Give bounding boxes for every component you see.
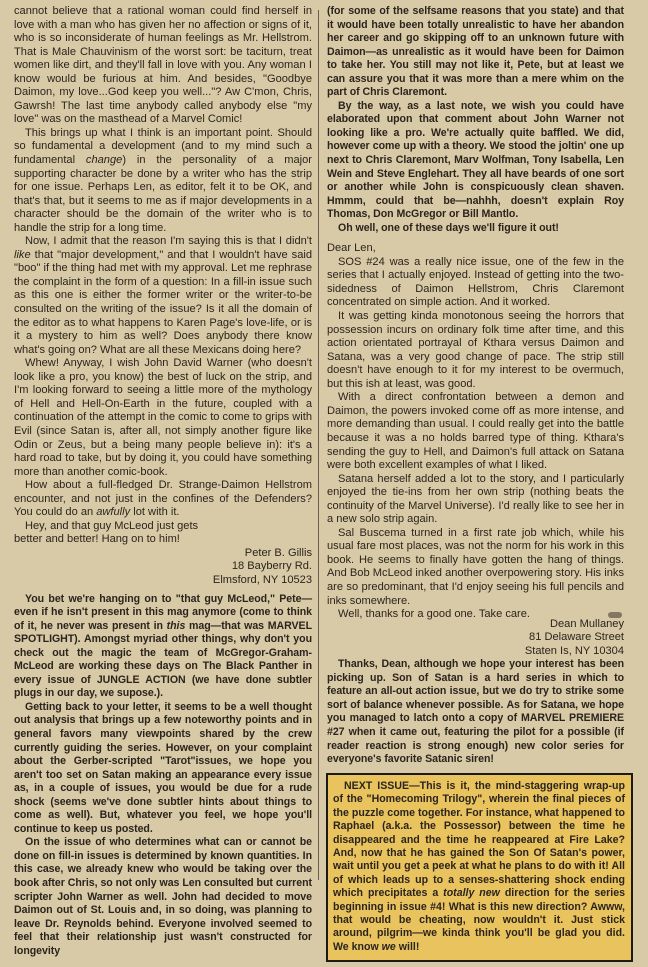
next-issue-box (326, 773, 633, 962)
reply-paragraph: By the way, as a last note, we wish you could have elaborated upon that comment about John Warner not looking like a pro. We're actually quite baffled. We did, however come up with a theory. We stood the joltin' one up next to Chris Claremont, Marv Wolfman, Tony Isabella, Len Wein and Steve Englehart. They all have beards of one sort or another while John is conspicuously clean shaven. Hmmm, could that be—nahhh, doesn't explain Roy Thomas, Don McGregor or Bill Mantlo. (327, 99, 624, 221)
signature-city: Elmsford, NY 10523 (212, 573, 312, 586)
text: direction for the series beginning in issue #4! What is this new direction? Awww, that would be cheating, now wouldn't it. Just stick around, pilgrim—we kinda think you'll be glad you did. We know (333, 887, 625, 953)
letter2-paragraph: With a direct confrontation between a demon and Daimon, the powers invoked come off as more intense, and more demanding than usual. I could really get into the battle because it was a no holds barred type of thing. Kthara's sending the guy to Hell, and Daimon's full attack on Satana were both excellent examples of what I liked. (327, 391, 624, 472)
signature-city: Staten Is, NY 10304 (524, 644, 624, 657)
column-divider (318, 10, 319, 880)
salutation: Dear Len, (327, 242, 376, 255)
ink-smudge (608, 612, 622, 618)
italic-text: like (14, 248, 31, 261)
letter1-paragraph: cannot believe that a rational woman could find herself in love with a man who has given her no affection or signs of it, who is so inconsiderate of human feelings as Mr. Hellstrom. That is Male Chauvinism of the worst sort: be taciturn, treat women like dirt, and they'll fall in love with you. Any woman I know would be furious at him. And besides, "Goodbye Daimon, my love...God keep you well..."? Aw C'mon, Chris, Gawrsh! The last time anybody called anybody else "my love" was on the masthead of a Marvel Comic! (14, 5, 312, 126)
letter1-paragraph (14, 235, 312, 357)
letter2-paragraph: SOS #24 was a really nice issue, one of the few in the series that I actually enjoyed. Instead of getting into the two-sidedness of Daimon Hellstrom, Chris Claremont concentrated on simple action. And it worked. (327, 255, 624, 309)
left-column (14, 5, 312, 958)
right-column (327, 5, 624, 767)
reply-paragraph (14, 593, 312, 701)
signature-name: Peter B. Gillis (244, 546, 312, 559)
letter1-closing (14, 520, 312, 588)
letter2-paragraph: Sal Buscema turned in a first rate job which, while his usual fare most places, was not the norm for his work in this book. He seems to finally have gotten the hang of things. And Bob McLeod inked another overpowering story. His inks are so predominant, that I'd enjoy seeing his full pencils and inks somewhere. (327, 526, 624, 607)
text: You bet we're hanging on to "that guy McLeod," Pete—even if he isn't present in this mag anymore (come to think of it, he never was present in (14, 592, 312, 632)
editor-reply-1-continued (327, 5, 624, 235)
signature-street: 81 Delaware Street (529, 631, 624, 644)
italic-text: totally new (443, 887, 500, 900)
letter2-paragraph: It was getting kinda monotonous seeing the horrors that possession incurs on ordinary folk time after time, and this action orientated portrayal of Kthara versus Daimon and Satana, was a very good change of pace. The strip still doesn't have enough to it for my interest to be overmuch, but this ish at least, was good. (327, 310, 624, 390)
italic-text: awfully (96, 506, 131, 519)
italic-text: we (381, 940, 396, 953)
signature-name: Dean Mullaney (550, 617, 624, 630)
text: This brings up what I think is an important point. Should so fundamental a development (and to my mind such a fundamental (14, 126, 312, 167)
reply-paragraph: On the issue of who determines what can or cannot be done on fill-in issues is determined by known quantities. In this case, we already knew who would be taking over the book after Chris, so not only was Len consulted but current scripter John Warner as well. John had decided to move Daimon out of St. Louis and, in so doing, was planning to leave Dr. Reynolds behind. Everyone involved seemed to feel that their relationship just wasn't constructed for longevity (14, 836, 312, 957)
letter1-paragraph: Whew! Anyway, I wish John David Warner (who doesn't look like a pro, you know) the best of luck on the strip, and I'm looking forward to seeing a little more of the mythology of Hell and Hell-On-Earth in the future, coupled with a continuation of the attempt in the comic to come to grips with Evil (since Satan is, after all, not simply another figure like Odin or Zeus, but a being many people believe in): it's a hard road to take, but by doing it, you could have something more than another comic-book. (14, 357, 312, 478)
letter-2 (327, 242, 624, 658)
italic-text: change (85, 154, 123, 167)
editor-reply-1 (14, 593, 312, 959)
next-issue-text (333, 780, 625, 954)
reply-paragraph: Thanks, Dean, although we hope your interest has been picking up. Son of Satan is a hard series in which to feature an all-out action issue, but we do try to strike some sort of balance whenever possible. As for Satana, we hope you managed to latch onto a copy of MARVEL PREMIERE #27 when it came out, featuring the pilot for a possible (if reader reaction is strong enough) new color series for everyone's favorite Satanic siren! (327, 658, 624, 766)
reply-paragraph: (for some of the selfsame reasons that you state) and that it would have been totally unrealistic to have her abandon her career and go skipping off to an unknown future with Daimon—as unrealistic as it would have been for Daimon to take her. You still may not like it, Pete, but at least we can assure you that it was more than a mere whim on the part of Chris Claremont. (327, 5, 624, 99)
text: How about a full-fledged Dr. Strange-Daimon Hellstrom encounter, and not just in the confines of the Defenders? You could do an (14, 479, 312, 519)
text: ) in the personality of a major supporting character be done by a writer who has the strip for one issue. Perhaps Len, as editor, felt it to be OK, and that's that, but it seems to me as if major developments in a character should be the domain of the writer who is to handle the strip for a long time. (14, 154, 312, 234)
letter1-paragraph (14, 127, 312, 235)
letter2-paragraph: Satana herself added a lot to the story, and I particularly enjoyed the tie-ins from her own strip (nothing beats the continuity of the Marvel Universe). I'd really like to see her in a new solo strip again. (327, 472, 624, 526)
text: NEXT ISSUE—This is it, the mind-staggering wrap-up of the "Homecoming Trilogy", wherein the final pieces of the puzzle come together. For instance, what happened to Raphael (a.k.a. the Possessor) between the time he disappeared and the time he reappeared at Fire Lake? And, now that he has gained the Son Of Satan's power, wait until you get a peek at what he plans to do with it! All of which leads up to a senses-shattering shock ending which precipitates a (333, 780, 625, 900)
letter2-signature (327, 618, 624, 659)
letter1-paragraph (14, 479, 312, 520)
letter2-paragraph: Well, thanks for a good one. Take care. (338, 608, 530, 621)
text: Now, I admit that the reason I'm saying this is that I didn't (25, 235, 312, 248)
text: lot with it. (130, 506, 180, 519)
reply-paragraph: Getting back to your letter, it seems to be a well thought out analysis that brings up a few noteworthy points and in general favors many viewpoints shared by the crew currently guiding the series. However, on your complaint about the Gerber-scripted "Tarot"issues, we hope you aren't too set on Satan making an appearance every issue as, in a couple of issues, you would be due for a rude shock (seems we've done subtler hints about things to come as well). But, whatever you feel, we hope you'll continue to keep us posted. (14, 700, 312, 835)
letter1-paragraph: Hey, and that guy McLeod just gets better and better! Hang on to him! (14, 519, 199, 546)
text: mag—that was MARVEL SPOTLIGHT). Amongst myriad other things, why don't you check out the magic the team of McGregor-Graham-McLeod are working these days on The Black Panther in every issue of JUNGLE ACTION (we have done subtler plugs in our day, we supose.). (14, 619, 312, 700)
editor-reply-2 (327, 658, 624, 766)
signature-street: 18 Bayberry Rd. (231, 560, 312, 573)
reply-paragraph: Oh well, one of these days we'll figure it out! (338, 221, 559, 234)
italic-text: this (166, 619, 186, 632)
text: that "major development," and that I wouldn't have said "boo" if the thing had met with my approval. Let me rephrase the complaint in the form of a question: In a fill-in issue such as this one is either the former writer or the writer-to-be consulted on the writing of the issue? Is it all the domain of the editor as to what happens to Karen Page's love-life, or is it a mystery to him as well? Does anybody there know what's going on? What are all these Mexicans doing here? (14, 248, 312, 356)
text: will! (395, 940, 420, 953)
